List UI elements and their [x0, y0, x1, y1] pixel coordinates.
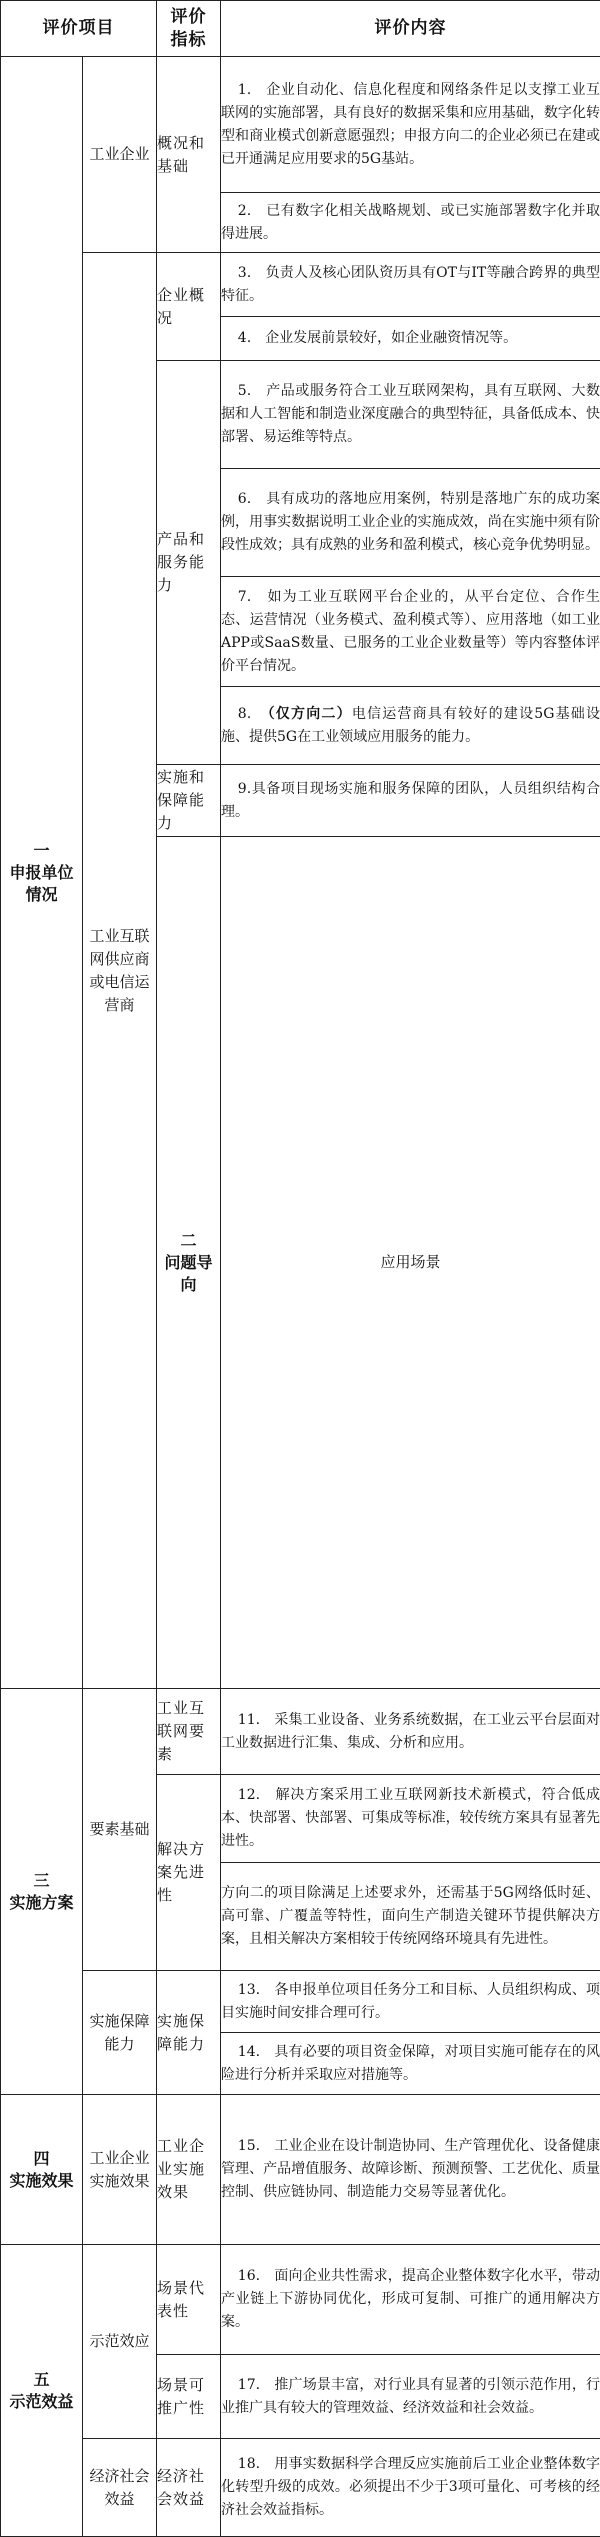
- content-11: 11. 采集工业设备、业务系统数据，在工业云平台层面对工业数据进行汇集、集成、分析和应用。: [221, 1689, 600, 1775]
- content-4: 4. 企业发展前景较好，如企业融资情况等。: [221, 317, 600, 361]
- section-4-label: 四 实施效果: [1, 2095, 83, 2245]
- content-15: 15. 工业企业在设计制造协同、生产管理优化、设备健康管理、产品增值服务、故障诊断、预测预警、工艺优化、质量控制、供应链协同、制造能力交易等显著优化。: [221, 2095, 600, 2245]
- section-3-label: 三 实施方案: [1, 1689, 83, 2095]
- content-8: 8. （仅方向二）电信运营商具有较好的建设5G基础设施、提供5G在工业领域应用服务的能力。: [221, 687, 600, 765]
- sub-application-scenario: 应用场景: [221, 837, 600, 1689]
- table-row: [1, 253, 600, 317]
- content-7: 7. 如为工业互联网平台企业的，从平台定位、合作生态、运营情况（业务模式、盈利模式等）、应用落地（如工业APP或SaaS数量、已服务的工业企业数量等）等内容整体评价平台情况。: [221, 577, 600, 687]
- indicator-industrial-implementation-effect: 工业企业实施效果: [157, 2095, 221, 2245]
- header-evaluation-content: 评价内容: [221, 1, 600, 57]
- header-evaluation-item: 评价项目: [1, 1, 157, 57]
- header-row: [1, 1, 600, 57]
- sub-demonstration-effect: 示范效应: [83, 2245, 157, 2439]
- content-6: 6. 具有成功的落地应用案例，特别是落地广东的成功案例，用事实数据说明工业企业的实施成效，尚在实施中须有阶段性成效；具有成熟的业务和盈利模式，核心竞争优势明显。: [221, 469, 600, 577]
- sub-provider-operator: 工业互联网供应商或电信运营商: [83, 253, 157, 1689]
- table-row: [1, 2095, 600, 2245]
- table-row: [1, 2439, 600, 2537]
- content-16: 16. 面向企业共性需求，提高企业整体数字化水平，带动产业链上下游协同优化，形成可复制、可推广的通用解决方案。: [221, 2245, 600, 2355]
- content-17: 17. 推广场景丰富，对行业具有显著的引领示范作用，行业推广具有较大的管理效益、经济效益和社会效益。: [221, 2355, 600, 2439]
- indicator-scenario-promotability: 场景可推广性: [157, 2355, 221, 2439]
- content-14: 14. 具有必要的项目资金保障，对项目实施可能存在的风险进行分析并采取应对措施等。: [221, 2033, 600, 2095]
- indicator-implementation-guarantee-capability: 实施和保障能力: [157, 765, 221, 837]
- indicator-scenario-representativeness: 场景代表性: [157, 2245, 221, 2355]
- content-5: 5. 产品或服务符合工业互联网架构，具有互联网、大数据和人工智能和制造业深度融合的典型特征，具备低成本、快部署、易运维等特点。: [221, 361, 600, 469]
- content-2: 2. 已有数字化相关战略规划、或已实施部署数字化并取得进展。: [221, 193, 600, 253]
- table-row: [1, 57, 600, 193]
- indicator-solution-advancement: 解决方案先进性: [157, 1775, 221, 1971]
- sub-industrial-implementation-effect: 工业企业实施效果: [83, 2095, 157, 2245]
- table-row: [1, 2245, 600, 2355]
- direction-two-note: （仅方向二）: [268, 706, 352, 722]
- sub-implementation-guarantee: 实施保障能力: [83, 1971, 157, 2095]
- sub-industrial-enterprise: 工业企业: [83, 57, 157, 253]
- content-1: 1. 企业自动化、信息化程度和网络条件足以支撑工业互联网的实施部署，具有良好的数据采集和应用基础，数字化转型和商业模式创新意愿强烈；申报方向二的企业必须已在建或已开通满足应用要求的5G基站。: [221, 57, 600, 193]
- content-9: 9.具备项目现场实施和服务保障的团队，人员组织结构合理。: [221, 765, 600, 837]
- indicator-product-service-capability: 产品和服务能力: [157, 361, 221, 765]
- indicator-overview-basis: 概况和基础: [157, 57, 221, 253]
- table-row: [1, 1689, 600, 1775]
- indicator-implementation-guarantee: 实施保障能力: [157, 1971, 221, 2095]
- sub-element-basis: 要素基础: [83, 1689, 157, 1971]
- content-12: 12. 解决方案采用工业互联网新技术新模式，符合低成本、快部署、快部署、可集成等标准，较传统方案具有显著先进性。: [221, 1775, 600, 1863]
- indicator-enterprise-overview: 企业概况: [157, 253, 221, 361]
- content-18: 18. 用事实数据科学合理反应实施前后工业企业整体数字化转型升级的成效。必须提出不少于3项可量化、可考核的经济社会效益指标。: [221, 2439, 600, 2537]
- indicator-iiot-elements: 工业互联网要素: [157, 1689, 221, 1775]
- section-1-label: 一 申报单位情况: [1, 57, 83, 1689]
- section-5-label: 五 示范效益: [1, 2245, 83, 2537]
- content-13: 13. 各申报单位项目任务分工和目标、人员组织构成、项目实施时间安排合理可行。: [221, 1971, 600, 2033]
- content-12b: 方向二的项目除满足上述要求外，还需基于5G网络低时延、高可靠、广覆盖等特性，面向生产制造关键环节提供解决方案，且相关解决方案相较于传统网络环境具有先进性。: [221, 1863, 600, 1971]
- header-evaluation-indicator: 评价指标: [157, 1, 221, 57]
- indicator-economic-social-benefit: 经济社会效益: [157, 2439, 221, 2537]
- section-2-label: 二 问题导向: [157, 837, 221, 1689]
- sub-economic-social-benefit: 经济社会效益: [83, 2439, 157, 2537]
- content-3: 3. 负责人及核心团队资历具有OT与IT等融合跨界的典型特征。: [221, 253, 600, 317]
- table-row: [1, 1971, 600, 2033]
